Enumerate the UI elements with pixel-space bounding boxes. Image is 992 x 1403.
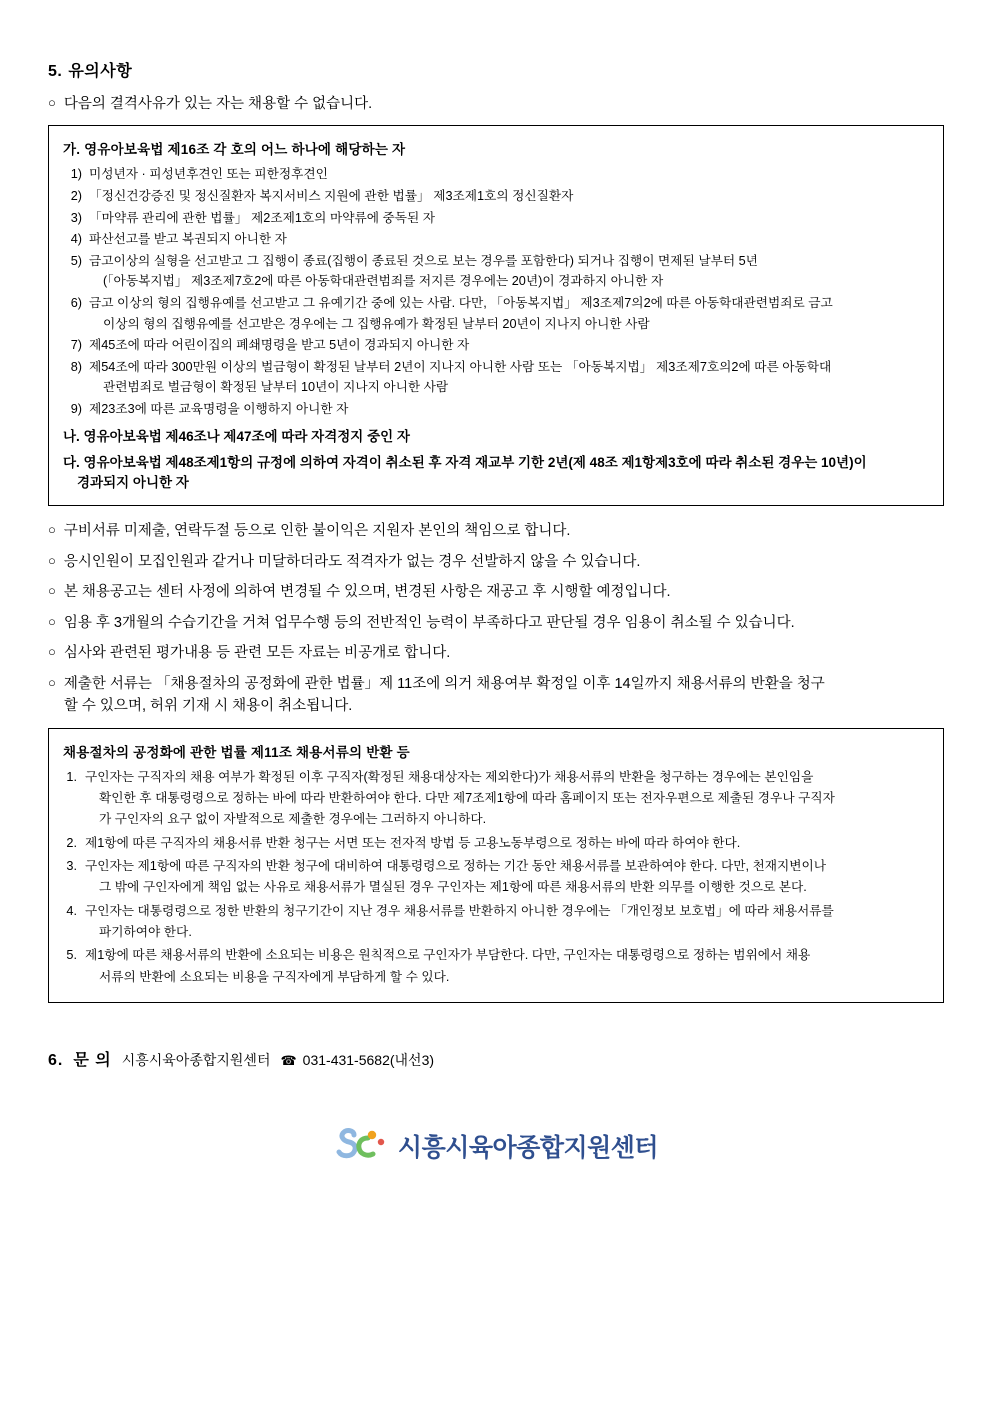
list-item [63,856,929,899]
list-item-text [89,251,929,292]
list-item-marker: 5. [66,948,77,963]
law-line: 확인한 후 대통령령으로 정하는 바에 따라 반환하여야 한다. 다만 제7조제1항에 따라 홈페이지 또는 전자우편으로 제출된 경우나 구직자 [99,791,835,806]
law-line: 제1항에 따른 구직자의 채용서류 반환 청구는 서면 또는 전자적 방법 등 고용노동부령으로 정하는 바에 따라 하여야 한다. [85,835,741,850]
note-text: 구비서류 미제출, 연락두절 등으로 인한 불이익은 지원자 본인의 책임으로 합니다. [63,523,571,540]
list-item-marker: 8) [70,359,82,374]
contact-organization: 시흥시육아종합지원센터 [121,1051,271,1068]
list-item-text [85,945,929,988]
list-item-line-1: 금고 이상의 형의 집행유예를 선고받고 그 유예기간 중에 있는 사람. 다만, 「아동복지법」 제3조제7의2에 따른 아동학대관련범죄로 금고 [89,295,833,310]
list-item-marker: 3. [66,859,77,873]
list-item-marker: 5) [70,253,82,268]
list-item [63,357,929,398]
note-text-line-2: 할 수 있으며, 허위 기재 시 채용이 취소됩니다. [63,698,353,715]
list-item-line-1: 금고이상의 실형을 선고받고 그 집행이 종료(집행이 종료된 것으로 보는 경우를 포함한다) 되거나 집행이 면제된 날부터 5년 [89,253,758,268]
list-item [63,767,929,831]
law-line: 파기하여야 한다. [99,924,192,939]
list-item-text [85,856,929,899]
section-5-intro [48,93,944,115]
list-item-text: 제45조에 따라 어린이집의 폐쇄명령을 받고 5년이 경과되지 아니한 자 [89,338,470,353]
list-item [63,335,929,356]
list-item-text [89,357,929,398]
note-item [48,551,944,573]
section-5-title [48,58,944,81]
list-item-marker: 1. [66,769,77,784]
list-item-marker: 9) [70,401,82,416]
note-text: 임용 후 3개월의 수습기간을 거쳐 업무수행 등의 전반적인 능력이 부족하다고 판단될 경우 임용이 취소될 수 있습니다. [63,614,795,631]
list-item-line-2: 관련범죄로 벌금형이 확정된 날부터 10년이 지나지 아니한 사람 [103,380,449,395]
list-item-marker: 3) [70,210,82,225]
list-item-marker: 2) [70,189,82,204]
circle-bullet-icon: ○ [48,583,56,599]
circle-bullet-icon: ○ [48,552,56,568]
law-box [48,728,944,1003]
list-item [63,164,929,185]
note-text: 응시인원이 모집인원과 같거나 미달하더라도 적격자가 없는 경우 선발하지 않을 수 있습니다. [63,553,641,570]
law-line: 가 구인자의 요구 없이 자발적으로 제출한 경우에는 그러하지 아니하다. [99,812,487,827]
list-item [63,833,929,854]
disqualification-box [48,125,944,506]
center-logo-text: 시흥시육아종합지원센터 [397,1133,659,1162]
note-item [48,520,944,542]
list-item [63,186,929,207]
list-item-marker: 7) [70,338,82,353]
note-item [48,581,944,603]
list-item [63,293,929,334]
list-item-line-2: 이상의 형의 집행유예를 선고받은 경우에는 그 집행유예가 확정된 날부터 20년이 지나지 아니한 사람 [103,316,650,331]
disqualification-sub-c-line-2: 경과되지 아니한 자 [77,475,189,491]
section-5-label: 유의사항 [68,63,133,80]
list-item-marker: 1) [70,167,82,182]
list-item-line-2: (「아동복지법」 제3조제7호2에 따른 아동학대관련범죄를 저지른 경우에는 20년)이 경과하지 아니한 자 [103,274,664,289]
note-text: 심사와 관련된 평가내용 등 관련 모든 자료는 비공개로 합니다. [63,645,451,662]
list-item [63,399,929,420]
section-6-label: 문 의 [73,1051,112,1069]
list-item [63,251,929,292]
list-item [63,901,929,944]
list-item-marker: 6) [70,295,82,310]
law-line: 구인자는 제1항에 따른 구직자의 반환 청구에 대비하여 대통령령으로 정하는 기간 동안 채용서류를 보관하여야 한다. 다만, 천재지변이나 [85,859,827,873]
disqualification-list [63,164,929,419]
circle-bullet-icon: ○ [48,522,56,538]
disqualification-box-head: 가. 영유아보육법 제16조 각 호의 어느 하나에 해당하는 자 [63,142,406,158]
disqualification-sub-c-line-1: 다. 영유아보육법 제48조제1항의 규정에 의하여 자격이 취소된 후 자격 재교부 기한 2년(제 48조 제1항제3호에 따라 취소된 경우는 10년)이 [63,455,867,471]
list-item-text [85,767,929,831]
list-item-text [89,293,929,334]
section-5-intro-text: 다음의 결격사유가 있는 자는 채용할 수 없습니다. [63,96,373,112]
note-text: 본 채용공고는 센터 사정에 의하여 변경될 수 있으며, 변경된 사항은 재공고 후 시행할 예정입니다. [63,584,671,601]
list-item [63,208,929,229]
list-item-text [85,901,929,944]
list-item-text: 미성년자 · 피성년후견인 또는 피한정후견인 [89,167,328,182]
law-line: 구인자는 대통령령으로 정한 반환의 청구기간이 지난 경우 채용서류를 반환하지 아니한 경우에는 「개인정보 보호법」에 따라 채용서류를 [85,903,834,918]
list-item-marker: 2. [66,835,77,850]
law-list [63,767,929,988]
law-line: 서류의 반환에 소요되는 비용을 구직자에게 부담하게 할 수 있다. [99,969,450,984]
law-line: 구인자는 구직자의 채용 여부가 확정된 이후 구직자(확정된 채용대상자는 제외한다)가 채용서류의 반환을 청구하는 경우에는 본인임을 [85,769,814,784]
footer-logo [48,1126,944,1166]
list-item-text: 「마약류 관리에 관한 법률」 제2조제1호의 마약류에 중독된 자 [89,210,436,225]
law-box-head: 채용절차의 공정화에 관한 법률 제11조 채용서류의 반환 등 [63,744,410,760]
list-item-marker: 4. [66,903,77,918]
note-item [48,642,944,664]
law-line: 제1항에 따른 채용서류의 반환에 소요되는 비용은 원칙적으로 구인자가 부담한다. 다만, 구인자는 대통령령으로 정하는 범위에서 채용 [85,948,811,963]
circle-bullet-icon: ○ [48,674,56,690]
law-line: 그 밖에 구인자에게 책임 없는 사유로 채용서류가 멸실된 경우 구인자는 제1항에 따른 채용서류의 반환 의무를 이행한 것으로 본다. [99,880,807,895]
note-item [48,612,944,634]
disqualification-sub-c [63,451,929,491]
center-logo-icon [334,1126,388,1166]
list-item [63,945,929,988]
section-6-number: 6. [48,1051,64,1069]
note-text [64,673,944,718]
contact-phone: 031-431-5682(내선3) [302,1051,435,1068]
section-5-number: 5. [48,63,63,80]
section-6-contact [48,1047,944,1070]
list-item-text: 파산선고를 받고 복권되지 아니한 자 [89,232,287,247]
circle-bullet-icon: ○ [48,613,56,629]
note-item [48,673,944,718]
list-item [63,229,929,250]
circle-bullet-icon: ○ [48,644,56,660]
list-item-text: 제23조3에 따른 교육명령을 이행하지 아니한 자 [89,401,349,416]
note-text-line-1: 제출한 서류는 「채용절차의 공정화에 관한 법률」제 11조에 의거 채용여부 확정일 이후 14일까지 채용서류의 반환을 청구 [63,675,825,692]
disqualification-sub-b: 나. 영유아보육법 제46조나 제47조에 따라 자격정지 중인 자 [63,429,410,445]
circle-bullet-icon: ○ [48,95,56,110]
list-item-line-1: 제54조에 따라 300만원 이상의 벌금형이 확정된 날부터 2년이 지나지 아니한 사람 또는 「아동복지법」 제3조제7호의2에 따른 아동학대 [89,359,832,374]
list-item-text [85,833,929,854]
list-item-text: 「정신건강증진 및 정신질환자 복지서비스 지원에 관한 법률」 제3조제1호의 정신질환자 [89,189,574,204]
notes-list [48,520,944,717]
phone-icon: ☎ [280,1052,297,1068]
list-item-marker: 4) [70,232,82,247]
